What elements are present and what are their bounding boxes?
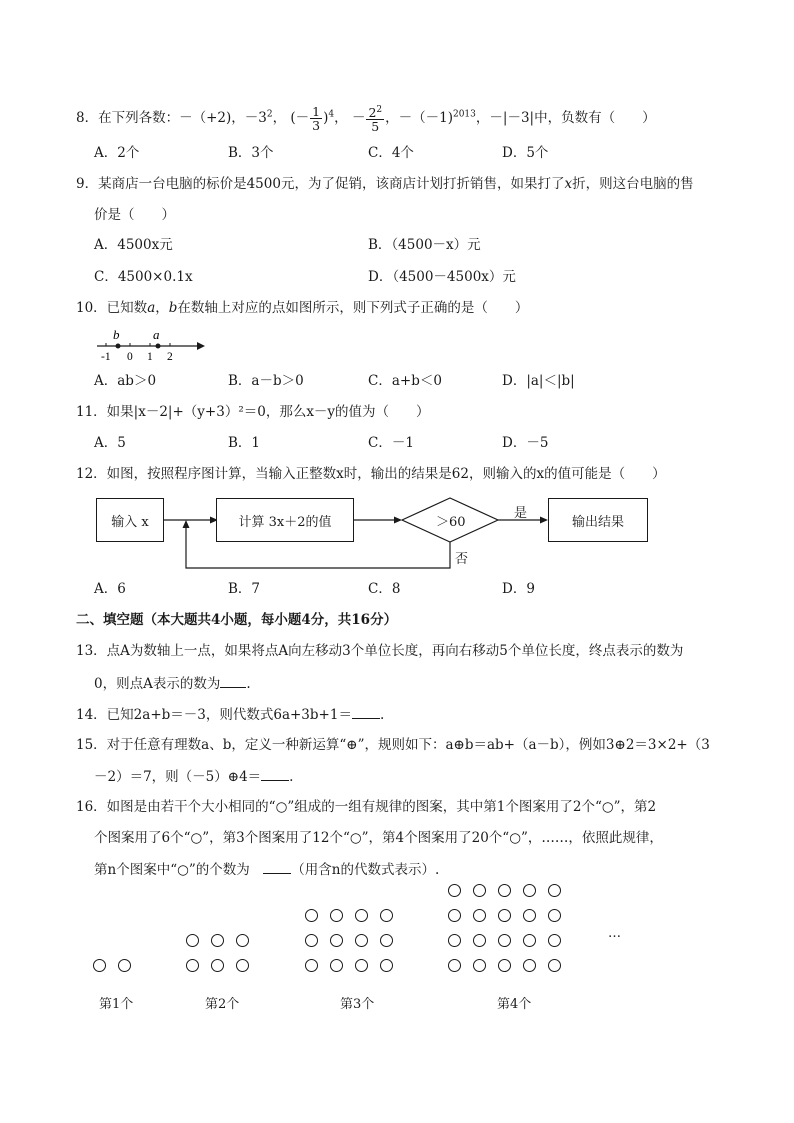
point-b: [116, 344, 121, 349]
q11-option-d: D．－5: [502, 435, 549, 451]
pattern-1-row: [93, 959, 131, 972]
number-line-diagram: [92, 324, 212, 364]
q11-option-c: C．－1: [368, 435, 414, 451]
number-line-arrow: [197, 342, 205, 350]
pattern-4-label: 第4个: [497, 997, 532, 1012]
pattern-2: [186, 934, 249, 972]
q10-option-c: C．a+b＜0: [368, 373, 442, 389]
q10-option-b: B．a－b＞0: [228, 373, 304, 389]
q8-fraction-2: － $\frac{2^2}{5}$: [351, 105, 383, 135]
q13-stem-line2: 0，则点A表示的数为 .: [94, 673, 251, 694]
q15-answer-blank[interactable]: [261, 766, 289, 781]
label-b: b: [113, 327, 120, 342]
q12-option-a: A．6: [94, 581, 126, 597]
pattern-1: [93, 959, 131, 972]
pattern-ellipsis: …: [608, 926, 621, 941]
flow-no-label: 否: [455, 552, 469, 567]
q9-option-b: B．（4500－x）元: [368, 237, 481, 253]
q12-option-d: D．9: [502, 581, 535, 597]
q15-stem-line2: －2）＝7，则（－5）⊕4＝ .: [94, 766, 293, 787]
q11-option-b: B．1: [228, 435, 261, 451]
pattern-4: [448, 884, 561, 972]
q8-option-d: D．5个: [502, 145, 549, 161]
q11-stem: 11．如果|x－2|+（y+3）²＝0，那么x－y的值为（ ）: [76, 404, 430, 420]
q16-answer-blank[interactable]: [263, 859, 291, 874]
flow-input-box: 输入 x: [96, 498, 164, 542]
q13-answer-blank[interactable]: [220, 673, 246, 688]
q16-stem-line2: 个图案用了6个“○”，第3个图案用了12个“○”，第4个图案用了20个“○”，……，依照此规律，: [94, 830, 663, 846]
flow-yes-label: 是: [514, 506, 528, 521]
tick-label-neg1: -1: [101, 351, 111, 363]
label-a: a: [153, 327, 160, 342]
q12-stem: 12．如图，按照程序图计算，当输入正整数x时，输出的结果是62，则输入的x的值可能是（ ）: [76, 466, 666, 482]
q9-option-d: D．（4500－4500x）元: [368, 269, 516, 285]
pattern-3: [305, 909, 393, 972]
q9-stem-line1: 9．某商店一台电脑的标价是4500元，为了促销，该商店计划打折销售，如果打了x折，则这台电脑的售: [76, 176, 694, 192]
q14-answer-blank[interactable]: [352, 704, 380, 719]
q8-option-b: B．3个: [228, 145, 274, 161]
q15-stem-line1: 15．对于任意有理数a、b，定义一种新运算“⊕”，规则如下：a⊕b＝ab+（a－b），例如3⊕2＝3×2+（3: [76, 737, 710, 753]
q9-option-c: C．4500×0.1x: [94, 269, 193, 285]
pattern-1-label: 第1个: [99, 997, 134, 1012]
point-a: [156, 344, 161, 349]
q9-option-a: A．4500x元: [94, 237, 173, 253]
tick-label-0: 0: [127, 351, 133, 363]
q14-stem: 14．已知2a+b＝－3，则代数式6a+3b+1＝ .: [76, 704, 384, 725]
q9-stem-line2: 价是（ ）: [94, 207, 175, 223]
q12-option-c: C．8: [368, 581, 401, 597]
pattern-2-label: 第2个: [205, 997, 240, 1012]
section-2-heading: 二、填空题（本大题共4小题，每小题4分，共16分）: [76, 612, 398, 628]
q16-stem-line1: 16．如图是由若干个大小相同的“○”组成的一组有规律的图案，其中第1个图案用了2个“○”，第2: [76, 799, 657, 815]
q10-option-d: D．|a|＜|b|: [502, 373, 575, 389]
tick-label-2: 2: [167, 351, 173, 363]
flow-compute-box: 计算 3x＋2的值: [216, 498, 354, 542]
tick-label-1: 1: [147, 351, 153, 363]
q8-option-c: C．4个: [368, 145, 414, 161]
q8-stem: 8．在下列各数：－（+2)，$-3^2$， (－ $\frac{1}{3}$ )$^4$， － $\frac{2^2}{5}$ ，－（－1)$^{2013}$，－|－3|中，负数有（ ）: [76, 104, 656, 135]
q12-option-b: B．7: [228, 581, 261, 597]
q10-option-a: A．ab＞0: [94, 373, 157, 389]
q13-stem-line1: 13．点A为数轴上一点，如果将点A向左移动3个单位长度，再向右移动5个单位长度，终点表示的数为: [76, 643, 684, 659]
q8-option-a: A．2个: [94, 145, 140, 161]
q16-stem-line3: 第n个图案中“○”的个数为 （用含n的代数式表示）.: [94, 859, 439, 880]
loop-back-arrow: [183, 520, 190, 528]
q8-fraction-1: (－ $\frac{1}{3}$ )$^4$: [290, 104, 335, 134]
flow-condition-label: ＞60: [436, 515, 466, 530]
q11-option-a: A．5: [94, 435, 126, 451]
pattern-3-label: 第3个: [340, 997, 375, 1012]
q10-stem: 10．已知数a，b在数轴上对应的点如图所示，则下列式子正确的是（ ）: [76, 300, 529, 316]
flow-output-box: 输出结果: [548, 498, 648, 542]
